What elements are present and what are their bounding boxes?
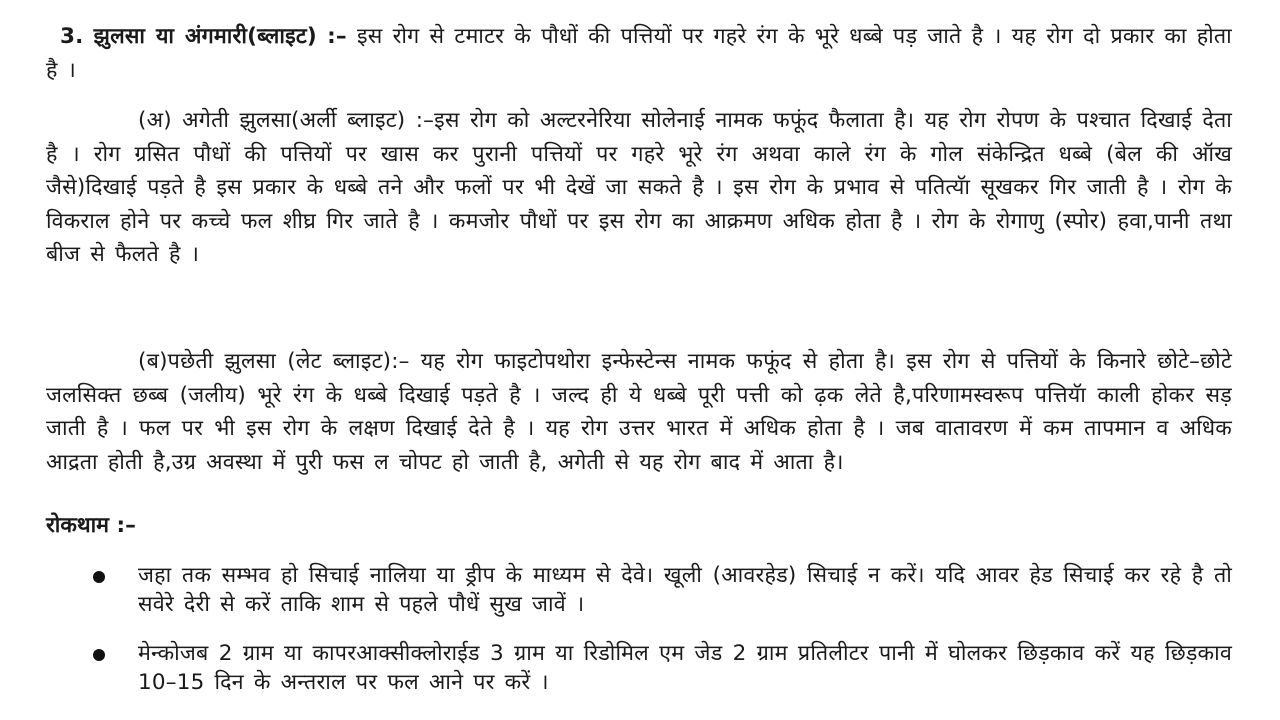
early-blight-text: (अ) अगेती झुलसा(अर्ली ब्लाइट) :–इस रोग को अल्टरनेरिया सोलेनाई नामक फफूंद फैलाता है। यह रोग रोपण के पश्चात दिखाई देता है । रोग ग्रसित पौधों की पत्तियों पर खास कर पुरानी पत्तियों पर गहरे भूरे रंग अथवा काले रंग के गोल संकेन्द्रित धब्बे (बेल की ऑख जैसे)दिखाई पड़ते है इस प्रकार के धब्बे तने और फलों पर भी देखें जा सकते है । इस रोग के प्रभाव से पतित्यॅा सूखकर गिर जाती है । रोग के विकराल होने पर कच्चे फल शीघ्र गिर जाते है । कमजोर पौधों पर इस रोग का आक्रमण अधिक होता है । रोग के रोगाणु (स्पोर) हवा,पानी तथा बीज से फैलते है । bbox=[46, 108, 1232, 267]
bullet-icon bbox=[93, 649, 105, 661]
list-item bbox=[0, 639, 1280, 697]
section-intro-text: इस रोग से टमाटर के पौधों की पत्तियों पर गहरे रंग के भूरे धब्बे पड़ जाते है । यह रोग दो प्रकार का होता है । bbox=[46, 24, 1232, 83]
section-number: 3. bbox=[60, 24, 84, 49]
late-blight-text: (ब)पछेती झुलसा (लेट ब्लाइट):– यह रोग फाइटोपथोरा इन्फेस्टेन्स नामक फफूंद से होता है। इस रोग से पत्तियों के किनारे छोटे–छोटे जलसिक्त छब्ब (जलीय) भूरे रंग के धब्बे दिखाई पड़ते है । जल्द ही ये धब्बे पूरी पत्ती को ढ़क लेते है,परिणामस्वरूप पत्तियॅा काली होकर सड़ जाती है । फल पर भी इस रोग के लक्षण दिखाई देते है । यह रोग उत्तर भारत में अधिक होता है । जब वातावरण में कम तापमान व अधिक आद्रता होती है,उग्र अवस्था में पुरी फस ल चोपट हो जाती है, अगेती से यह रोग बाद में आता है। bbox=[46, 349, 1232, 475]
section-title: झुलसा या अंगमारी(ब्लाइट) bbox=[93, 24, 317, 49]
prevention-list bbox=[0, 561, 1280, 717]
prevention-heading: रोकथाम :– bbox=[46, 513, 136, 538]
list-item bbox=[0, 561, 1280, 619]
prevention-item-text: जहा तक सम्भव हो सिचाई नालिया या ड्रीप के माध्यम से देवे। खूली (आवरहेड) सिचाई न करें। यदि आवर हेड सिचाई कर रहे है तो सवेरे देरी से करें ताकि शाम से पहले पौधें सुख जावें । bbox=[138, 563, 1232, 617]
early-blight-paragraph bbox=[46, 104, 1232, 272]
late-blight-paragraph bbox=[46, 345, 1232, 479]
section-separator: :– bbox=[327, 24, 347, 49]
bullet-icon bbox=[93, 571, 105, 583]
prevention-item-text: मेन्कोजब 2 ग्राम या कापरआक्सीक्लोराईड 3 ग्राम या रिडोमिल एम जेड 2 ग्राम प्रतिलीटर पानी में घोलकर छिड़काव करें यह छिड़काव 10–15 दिन के अन्तराल पर फल आने पर करें । bbox=[138, 641, 1232, 695]
section-3-paragraph bbox=[46, 20, 1232, 87]
